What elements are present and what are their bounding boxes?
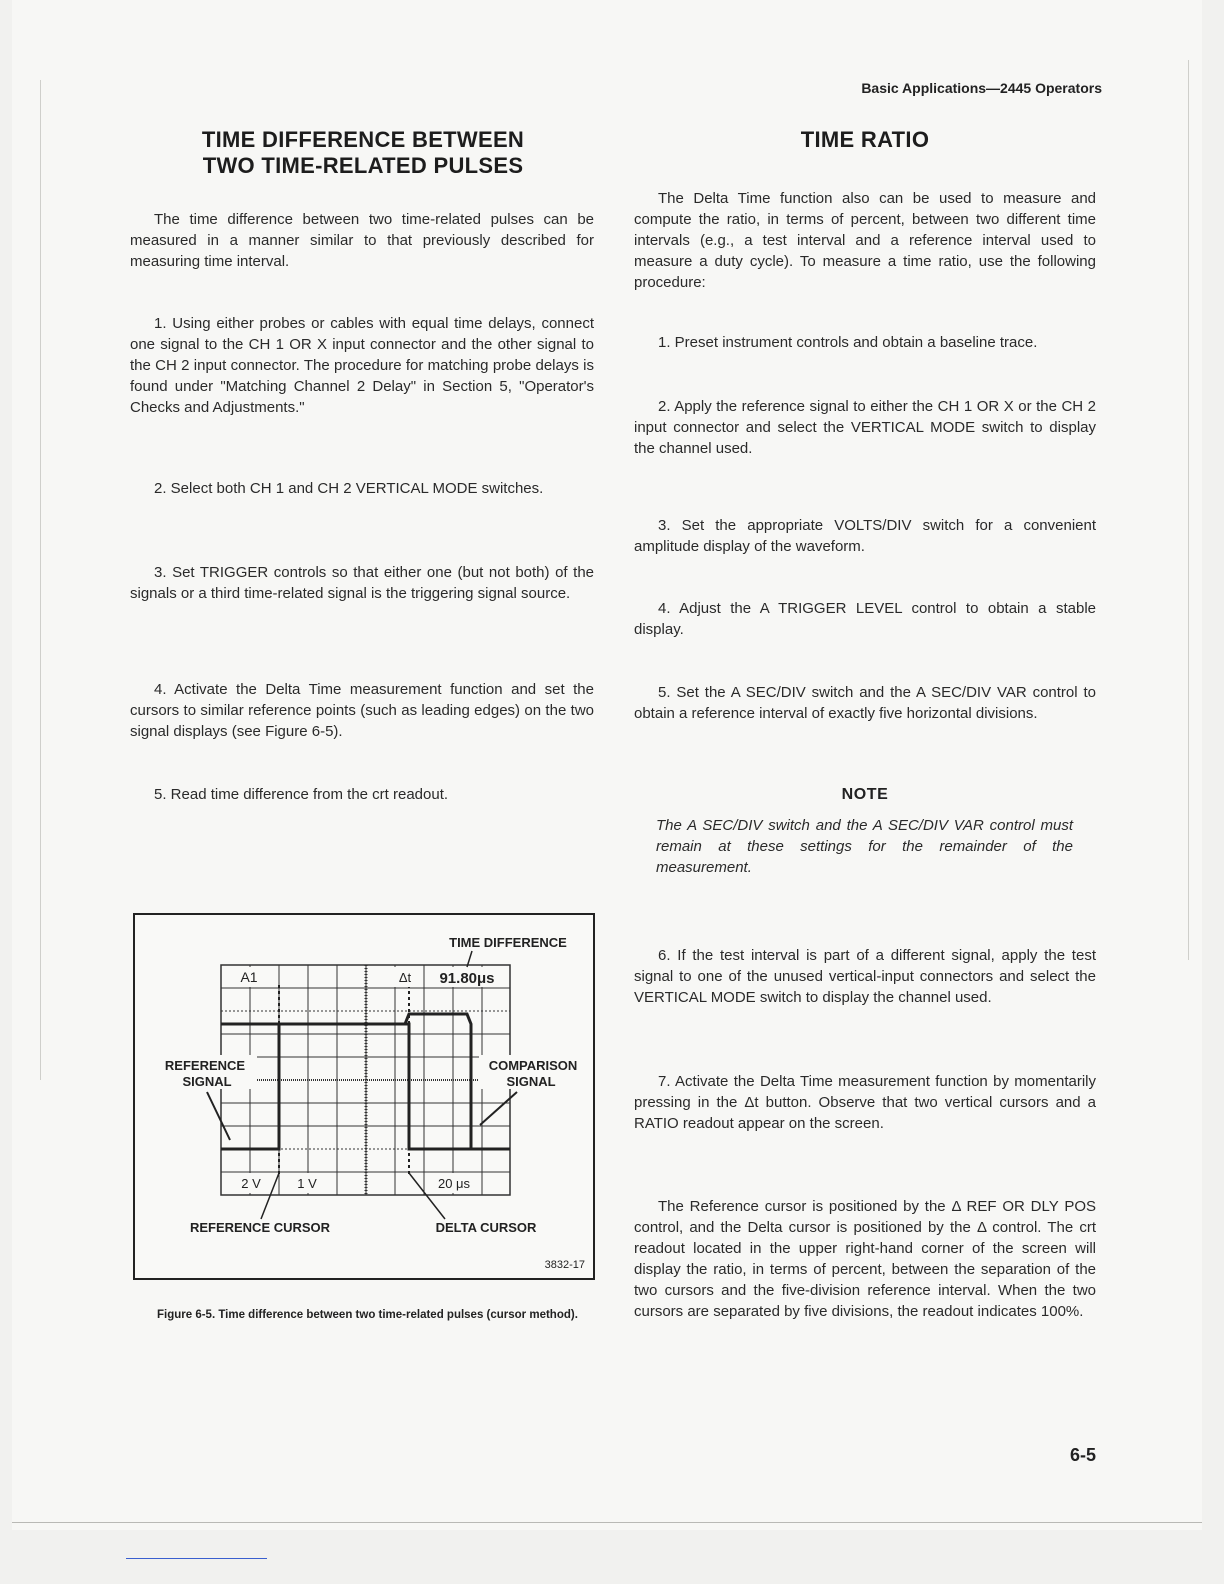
graticule (221, 965, 510, 1195)
left-title-line-1: TIME DIFFERENCE BETWEEN (201, 127, 525, 152)
left-step-1: 1. Using either probes or cables with equal time delays, connect one signal to the CH 1 OR X input connector and the other signal to the CH 2 input connector. The procedure for matching probe delays is found under "Matching Channel 2 Delay" in Section 5, "Operator's Checks and Adjustments." (130, 315, 594, 416)
scan-margin-mark (1188, 60, 1189, 960)
left-step-4: 4. Activate the Delta Time measurement function and set the cursors to similar reference points (such as leading edges) on the two signal displays (see Figure 6-5). (130, 681, 594, 740)
label-time-difference: TIME DIFFERENCE (449, 935, 567, 950)
figure-code: 3832-17 (544, 1259, 585, 1271)
label-reference-cursor: REFERENCE CURSOR (189, 1220, 331, 1235)
right-step-7: 7. Activate the Delta Time measurement function by momentarily pressing in the Δt button. Observe that two vertical cursors and a RATIO readout appear on the screen. (634, 1073, 1096, 1132)
right-step-1: 1. Preset instrument controls and obtain a baseline trace. (658, 334, 1038, 351)
page-bottom-edge (12, 1522, 1202, 1523)
page-number: 6-5 (1069, 1445, 1096, 1465)
left-title-line-2: TWO TIME-RELATED PULSES (202, 153, 524, 178)
right-step-4: 4. Adjust the A TRIGGER LEVEL control to obtain a stable display. (634, 600, 1096, 638)
right-closing-paragraph: The Reference cursor is positioned by the Δ REF OR DLY POS control, and the Delta cursor is positioned by the Δ control. The crt readout located in the upper right-hand corner of the screen will display the ratio, in terms of percent, between the separation of the two cursors and the five-division reference interval. When the two cursors are separated by five divisions, the readout indicates 100%. (634, 1198, 1096, 1320)
note-heading: NOTE (841, 786, 889, 803)
scan-margin-mark (40, 80, 41, 1080)
figure-6-5 (133, 913, 595, 1280)
label-signal-right: SIGNAL (506, 1074, 556, 1089)
right-intro-paragraph: The Delta Time function also can be used to measure and compute the ratio, in terms of percent, between two different time intervals (e.g., a test interval and a reference interval used to measure a duty cycle). To measure a time ratio, use the following procedure: (634, 190, 1096, 291)
label-delta-cursor: DELTA CURSOR (435, 1220, 537, 1235)
underline-mark (126, 1558, 267, 1559)
scale-ch2: 1 V (297, 1176, 317, 1191)
running-title: Basic Applications—2445 Operators (861, 80, 1102, 96)
label-signal-left: SIGNAL (182, 1074, 232, 1089)
comparison-signal-arrow (480, 1092, 517, 1125)
readout-delta-symbol: Δt (398, 970, 412, 985)
reference-signal-arrow (207, 1092, 230, 1140)
left-step-2: 2. Select both CH 1 and CH 2 VERTICAL MODE switches. (154, 480, 544, 497)
right-step-3: 3. Set the appropriate VOLTS/DIV switch for a convenient amplitude display of the waveform. (634, 517, 1096, 555)
left-intro-paragraph: The time difference between two time-related pulses can be measured in a manner similar to that previously described for measuring time interval. (130, 211, 594, 270)
left-section-title (130, 127, 596, 179)
label-reference: REFERENCE (164, 1058, 246, 1073)
figure-caption: Figure 6-5. Time difference between two time-related pulses (cursor method). (157, 1309, 578, 1321)
left-step-3: 3. Set TRIGGER controls so that either one (but not both) of the signals or a third time-related signal is the triggering signal source. (130, 564, 594, 602)
oscilloscope-diagram (135, 915, 593, 1278)
right-section-title: TIME RATIO (800, 127, 930, 152)
label-comparison: COMPARISON (488, 1058, 578, 1073)
readout-channel: A1 (240, 969, 258, 985)
readout-value: 91.80μs (439, 970, 495, 987)
right-step-5: 5. Set the A SEC/DIV switch and the A SEC/DIV VAR control to obtain a reference interval of exactly five horizontal divisions. (634, 684, 1096, 722)
left-step-5: 5. Read time difference from the crt readout. (154, 786, 449, 803)
scale-ch1: 2 V (241, 1176, 261, 1191)
right-step-2: 2. Apply the reference signal to either the CH 1 OR X or the CH 2 input connector and select the VERTICAL MODE switch to display the channel used. (634, 398, 1096, 457)
note-body: The A SEC/DIV switch and the A SEC/DIV VAR control must remain at these settings for the remainder of the measurement. (656, 817, 1073, 876)
scale-time: 20 μs (437, 1176, 471, 1191)
right-step-6: 6. If the test interval is part of a different signal, apply the test signal to one of the unused vertical-input connectors and select the VERTICAL MODE switch to display the channel used. (634, 947, 1096, 1006)
